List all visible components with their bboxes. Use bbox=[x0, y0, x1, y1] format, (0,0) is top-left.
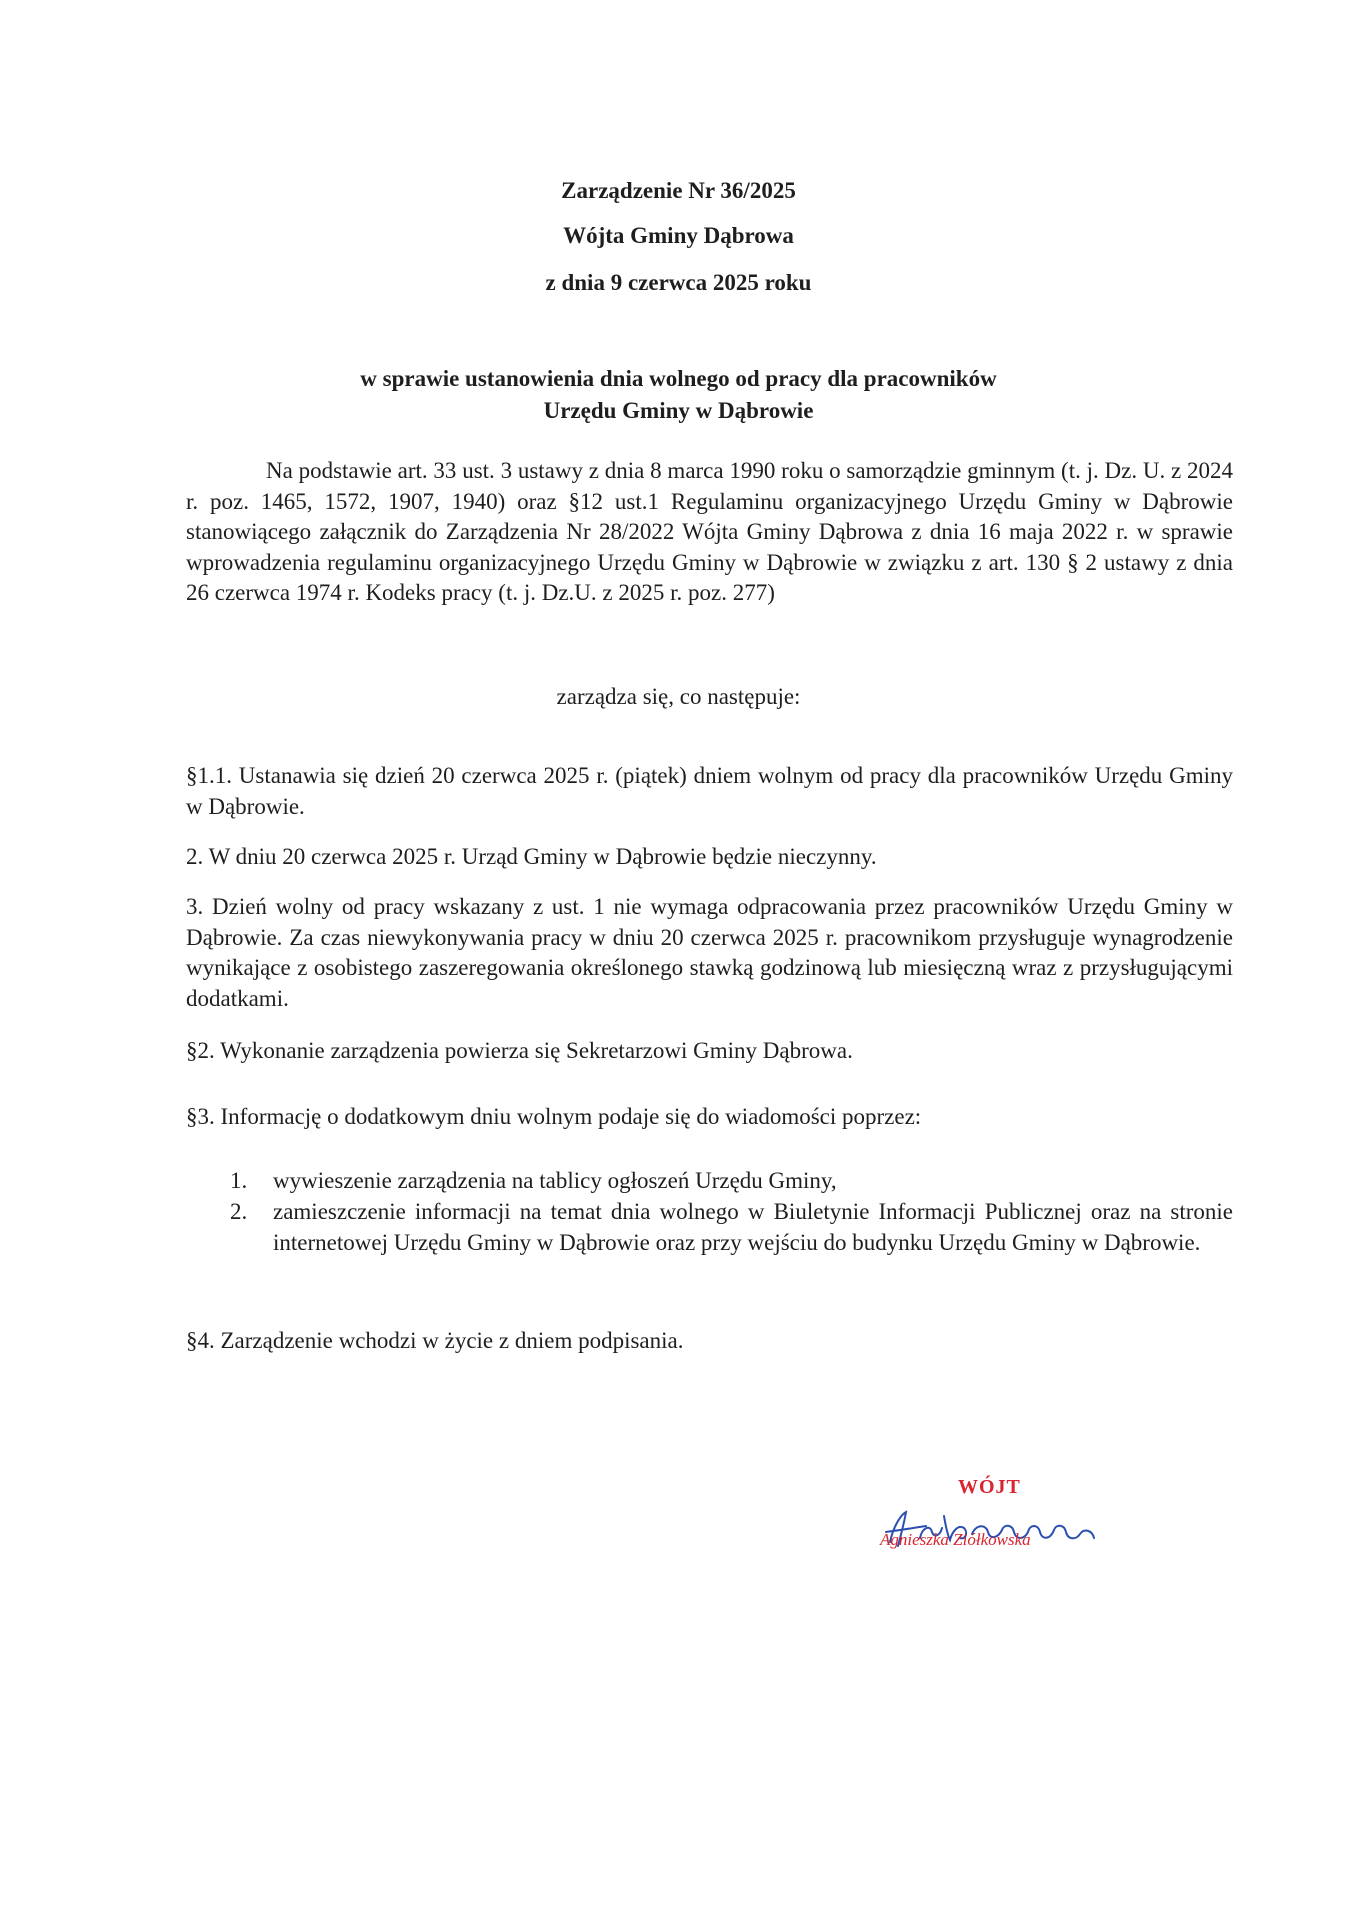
stamp-title: WÓJT bbox=[958, 1476, 1021, 1498]
ordinance-date: z dnia 9 czerwca 2025 roku bbox=[545, 270, 812, 295]
list-item-number: 1. bbox=[230, 1168, 248, 1193]
legal-basis: Na podstawie art. 33 ust. 3 ustawy z dnia 8 marca 1990 roku o samorządzie gminnym (t. j. Dz. U. z 2024 r. poz. 1465, 1572, 1907, 1940) oraz §12 ust.1 Regulaminu organizacyjnego Urzędu Gminy w Dąbrowie stanowiącego załącznik do Zarządzenia Nr 28/2022 Wójta Gminy Dąbrowa z dnia 16 maja 2022 r. w sprawie wprowadzenia regulaminu organizacyjnego Urzędu Gminy w Dąbrowie w związku z art. 130 § 2 ustawy z dnia 26 czerwca 1974 r. Kodeks pracy (t. j. Dz.U. z 2025 r. poz. 277) bbox=[186, 458, 1233, 605]
ordinance-number: Zarządzenie Nr 36/2025 bbox=[561, 178, 796, 203]
section-2: §2. Wykonanie zarządzenia powierza się Sekretarzowi Gminy Dąbrowa. bbox=[186, 1038, 853, 1063]
section-1-paragraph-2: 2. W dniu 20 czerwca 2025 r. Urząd Gminy w Dąbrowie będzie nieczynny. bbox=[186, 844, 877, 869]
subject-line-2: Urzędu Gminy w Dąbrowie bbox=[543, 398, 814, 423]
section-1-paragraph-3: 3. Dzień wolny od pracy wskazany z ust. 1 nie wymaga odpracowania przez pracowników Urzędu Gminy w Dąbrowie. Za czas niewykonywania pracy w dniu 20 czerwca 2025 r. pracownikom przysługuje wynagrodzenie wynikające z osobistego zaszeregowania określonego stawką godzinową lub miesięczną wraz z przysługującymi dodatkami. bbox=[186, 894, 1233, 1011]
list-item-number: 2. bbox=[230, 1199, 248, 1224]
list-item-text: wywieszenie zarządzenia na tablicy ogłoszeń Urzędu Gminy, bbox=[273, 1168, 837, 1193]
section-1-paragraph-1: §1.1. Ustanawia się dzień 20 czerwca 2025 r. (piątek) dniem wolnym od pracy dla pracowników Urzędu Gminy w Dąbrowie. bbox=[186, 763, 1233, 819]
orders-line: zarządza się, co następuje: bbox=[556, 684, 801, 709]
list-item-text: zamieszczenie informacji na temat dnia wolnego w Biuletynie Informacji Publicznej oraz na stronie internetowej Urzędu Gminy w Dąbrowie oraz przy wejściu do budynku Urzędu Gminy w Dąbrowie. bbox=[273, 1199, 1233, 1255]
issuer: Wójta Gminy Dąbrowa bbox=[563, 223, 794, 248]
signature-stamp bbox=[880, 1476, 1120, 1566]
subject-line-1: w sprawie ustanowienia dnia wolnego od pracy dla pracowników bbox=[360, 366, 997, 391]
handwritten-signature bbox=[880, 1494, 1120, 1564]
list-item bbox=[230, 1166, 1233, 1198]
stamp-name: Agnieszka Ziółkowska bbox=[880, 1530, 1031, 1549]
list-item bbox=[230, 1197, 1233, 1292]
section-3-intro: §3. Informację o dodatkowym dniu wolnym podaje się do wiadomości poprzez: bbox=[186, 1104, 922, 1129]
section-4: §4. Zarządzenie wchodzi w życie z dniem podpisania. bbox=[186, 1328, 684, 1353]
